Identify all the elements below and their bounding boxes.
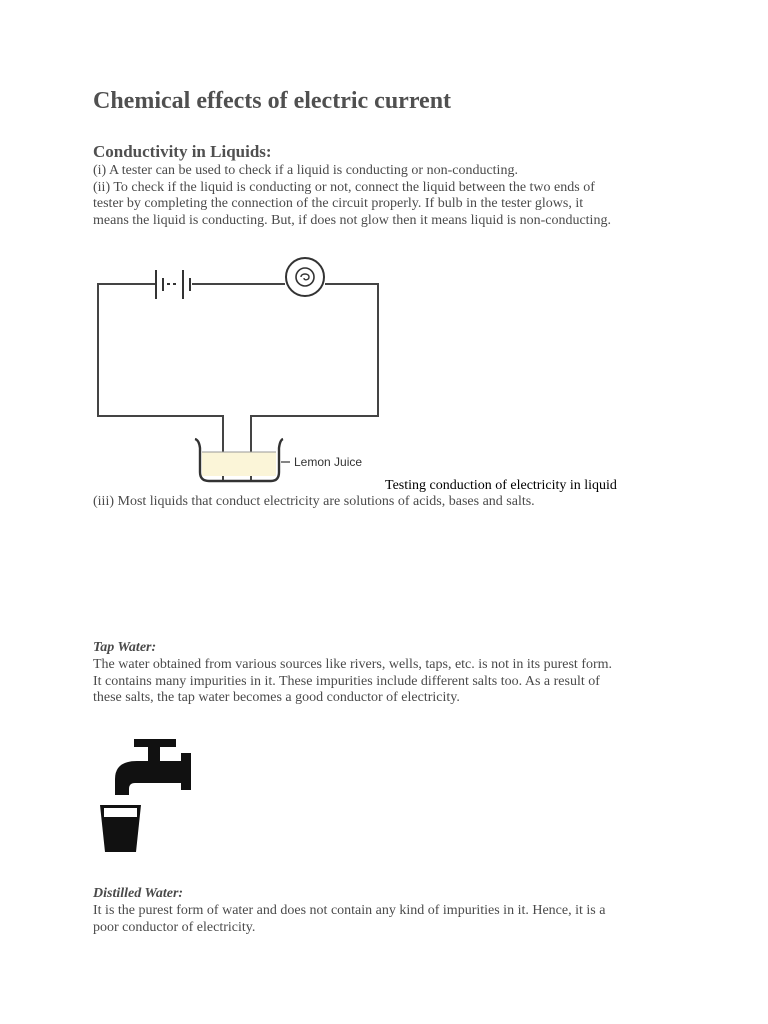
circuit-wire-right [251,284,378,480]
bulb-icon [286,258,324,296]
tap-water-illustration [95,735,195,855]
figure-caption: Testing conduction of electricity in liquid [385,478,617,493]
paragraph-line: these salts, the tap water becomes a good conductor of electricity. [93,690,460,706]
paragraph-line: (ii) To check if the liquid is conducting or not, connect the liquid between the two ends of [93,179,595,195]
acids-bases-note [93,494,683,511]
paragraph-line: It is the purest form of water and does not contain any kind of impurities in it. Hence, it is a [93,903,606,918]
tap-icon [115,739,191,795]
paragraph-line: poor conductor of electricity. [93,919,256,935]
section-heading-conductivity: Conductivity in Liquids: [93,142,272,161]
battery-icon [156,270,190,299]
tap-water-paragraph [93,657,683,707]
circuit-wire-left [98,284,223,480]
paragraph-line: tester by completing the connection of the circuit properly. If bulb in the tester glows, it [93,196,584,212]
paragraph-line: (i) A tester can be used to check if a liquid is conducting or non-conducting. [93,163,518,178]
page-title: Chemical effects of electric current [93,88,452,114]
section-heading-tap-water: Tap Water: [93,640,157,655]
beaker-icon [195,439,283,481]
glass-icon [100,805,141,852]
paragraph-line: means the liquid is conducting. But, if does not glow then it means liquid is non-conducting. [93,213,611,229]
paragraph-line: (iii) Most liquids that conduct electricity are solutions of acids, bases and salts. [93,494,535,509]
paragraph-line: It contains many impurities in it. These impurities include different salts too. As a result of [93,673,600,689]
distilled-water-paragraph [93,903,683,936]
circuit-diagram [93,250,393,485]
section-heading-distilled-water: Distilled Water: [93,886,184,901]
lemon-juice-label: Lemon Juice [294,455,363,469]
conductivity-paragraph [93,163,683,230]
paragraph-line: The water obtained from various sources like rivers, wells, taps, etc. is not in its purest form. [93,657,613,672]
